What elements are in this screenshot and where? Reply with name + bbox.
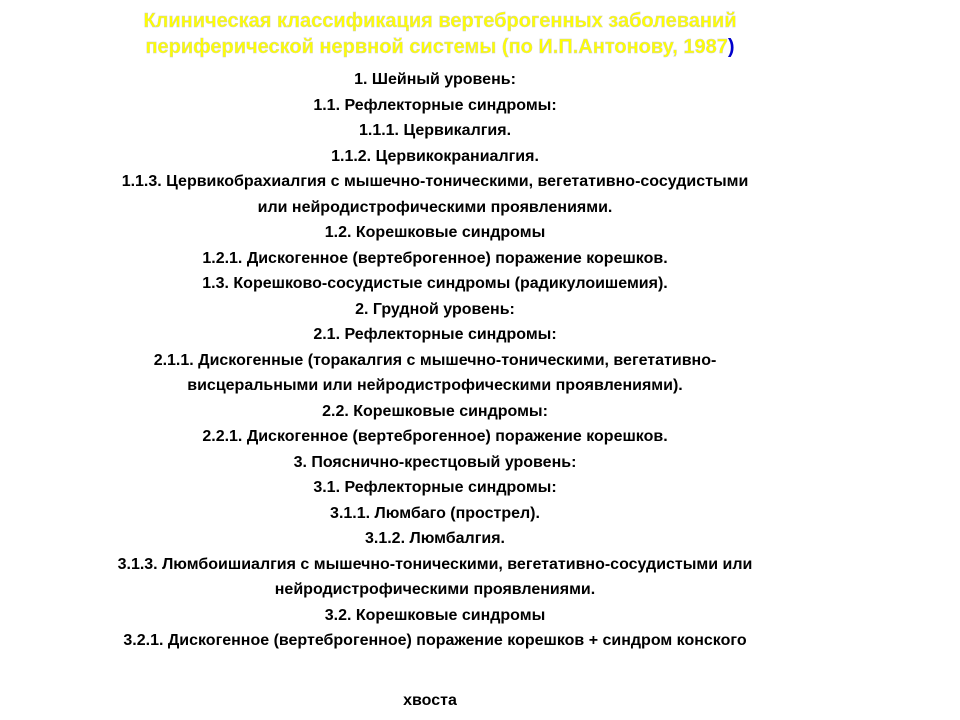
slide-title bbox=[0, 8, 880, 60]
classification-list bbox=[0, 67, 870, 654]
list-line: 3.1.3. Люмбоишиалгия с мышечно-тоническими, вегетативно-сосудистыми или bbox=[117, 555, 753, 573]
list-line: или нейродистрофическими проявлениями. bbox=[257, 198, 613, 216]
list-line: нейродистрофическими проявлениями. bbox=[274, 581, 596, 598]
list-line: 2.2.1. Дискогенное (вертеброгенное) поражение корешков. bbox=[202, 428, 668, 445]
list-line: 2.1. Рефлекторные синдромы: bbox=[313, 326, 557, 343]
title-line-2-text: периферической нервной системы (по И.П.Антонову, 1987 bbox=[145, 36, 728, 58]
title-line-2 bbox=[0, 34, 880, 60]
list-line: 3.2. Корешковые синдромы bbox=[324, 606, 546, 624]
list-line: 1.1.2. Цервикокраниалгия. bbox=[331, 147, 539, 165]
title-line-1: Клиническая классификация вертеброгенных заболеваний bbox=[143, 10, 737, 32]
title-closing-paren: ) bbox=[727, 36, 735, 58]
list-line: 2.2. Корешковые синдромы: bbox=[322, 402, 548, 420]
list-line: 3.1. Рефлекторные синдромы: bbox=[313, 479, 557, 496]
list-line: 3.2.1. Дискогенное (вертеброгенное) поражение корешков + синдром конского bbox=[123, 632, 747, 649]
list-line: 1. Шейный уровень: bbox=[354, 71, 516, 88]
list-line: 1.2.1. Дискогенное (вертеброгенное) поражение корешков. bbox=[202, 249, 668, 267]
list-line: 1.2. Корешковые синдромы bbox=[324, 224, 546, 241]
list-line: 3.1.2. Люмбалгия. bbox=[364, 530, 505, 547]
list-line: 2.1.1. Дискогенные (торакалгия с мышечно-тоническими, вегетативно- bbox=[153, 351, 717, 369]
list-line: 1.1. Рефлекторные синдромы: bbox=[313, 96, 557, 114]
list-line: 1.1.3. Цервикобрахиалгия с мышечно-тоническими, вегетативно-сосудистыми bbox=[121, 173, 749, 190]
list-line: 1.3. Корешково-сосудистые синдромы (радикулоишемия). bbox=[202, 275, 668, 292]
list-line: 2. Грудной уровень: bbox=[355, 300, 515, 318]
list-line: 3. Пояснично-крестцовый уровень: bbox=[293, 453, 577, 471]
list-line: висцеральными или нейродистрофическими проявлениями). bbox=[187, 377, 683, 394]
list-line: 1.1.1. Цервикалгия. bbox=[358, 122, 512, 139]
list-line-continuation: хвоста bbox=[403, 692, 457, 709]
list-line: 3.1.1. Люмбаго (прострел). bbox=[330, 504, 540, 522]
